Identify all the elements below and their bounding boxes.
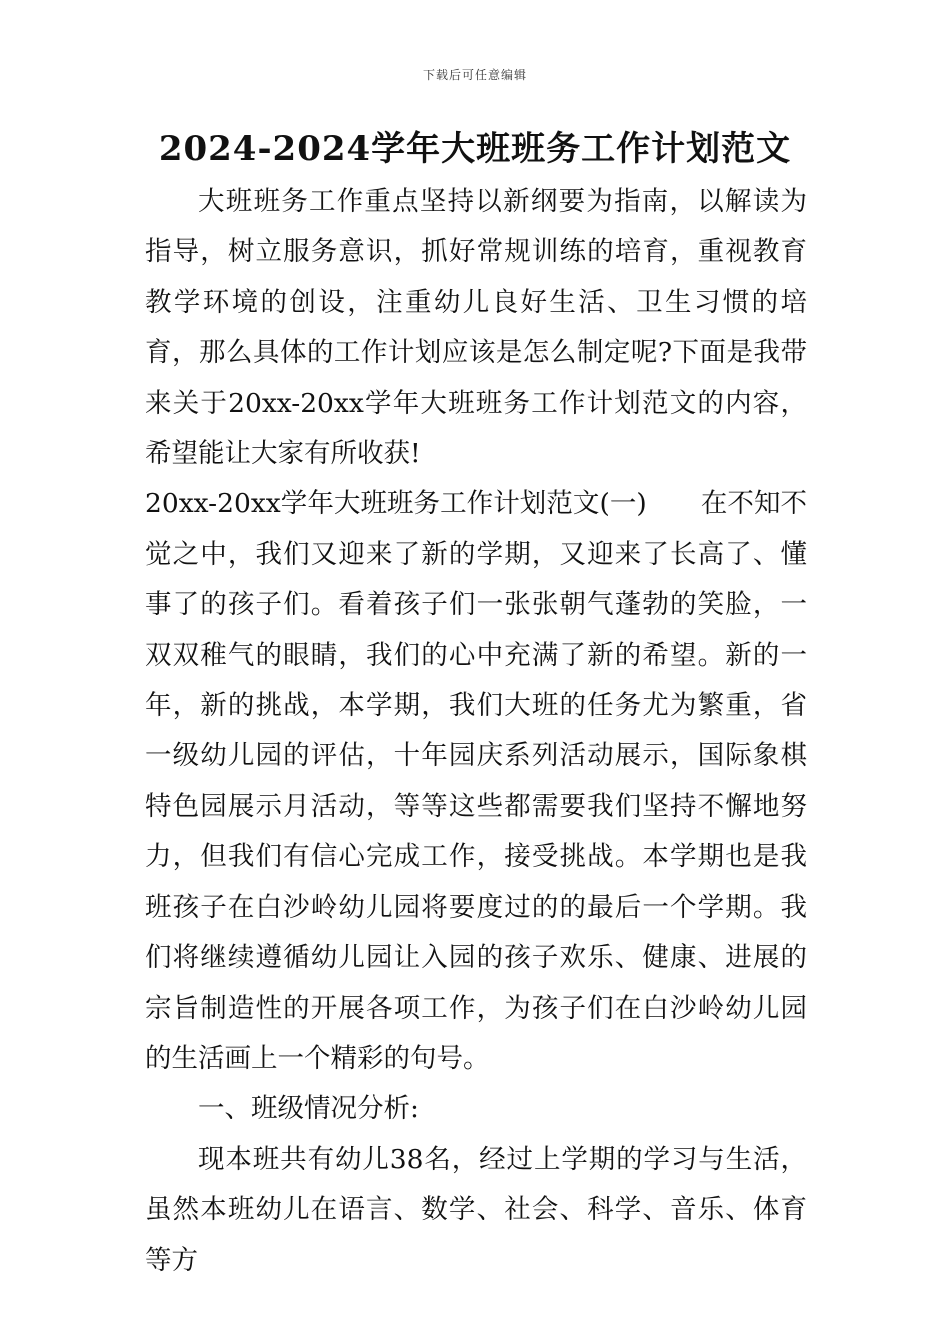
header-note: 下载后可任意编辑: [422, 68, 527, 82]
section-one-paragraph: [145, 479, 807, 1084]
class-analysis-paragraph: 现本班共有幼儿38名，经过上学期的学习与生活，虽然本班幼儿在语言、数学、社会、科学、音乐、体育等方: [145, 1143, 807, 1276]
intro-paragraph: 大班班务工作重点坚持以新纲要为指南，以解读为指导，树立服务意识，抓好常规训练的培育，重视教育教学环境的创设，注重幼儿良好生活、卫生习惯的培育，那么具体的工作计划应该是怎么制定呢?下面是我带来关于20xx-20xx学年大班班务工作计划范文的内容，希望能让大家有所收获!: [145, 186, 807, 470]
document-body: [145, 177, 807, 1286]
class-analysis-heading: 一、班级情况分析:: [198, 1093, 419, 1125]
document-title: 2024-2024学年大班班务工作计划范文: [158, 129, 792, 169]
section-one-heading: 20xx-20xx学年大班班务工作计划范文(一): [145, 488, 647, 520]
section-one-body: 在不知不觉之中，我们又迎来了新的学期，又迎来了长高了、懂事了的孩子们。看着孩子们一张张朝气蓬勃的笑脸，一双双稚气的眼睛，我们的心中充满了新的希望。新的一年，新的挑战，本学期，我们大班的任务尤为繁重，省一级幼儿园的评估，十年园庆系列活动展示，国际象棋特色园展示月活动，等等这些都需要我们坚持不懈地努力，但我们有信心完成工作，接受挑战。本学期也是我班孩子在白沙岭幼儿园将要度过的的最后一个学期。我们将继续遵循幼儿园让入园的孩子欢乐、健康、进展的宗旨制造性的开展各项工作，为孩子们在白沙岭幼儿园的生活画上一个精彩的句号。: [145, 488, 807, 1074]
